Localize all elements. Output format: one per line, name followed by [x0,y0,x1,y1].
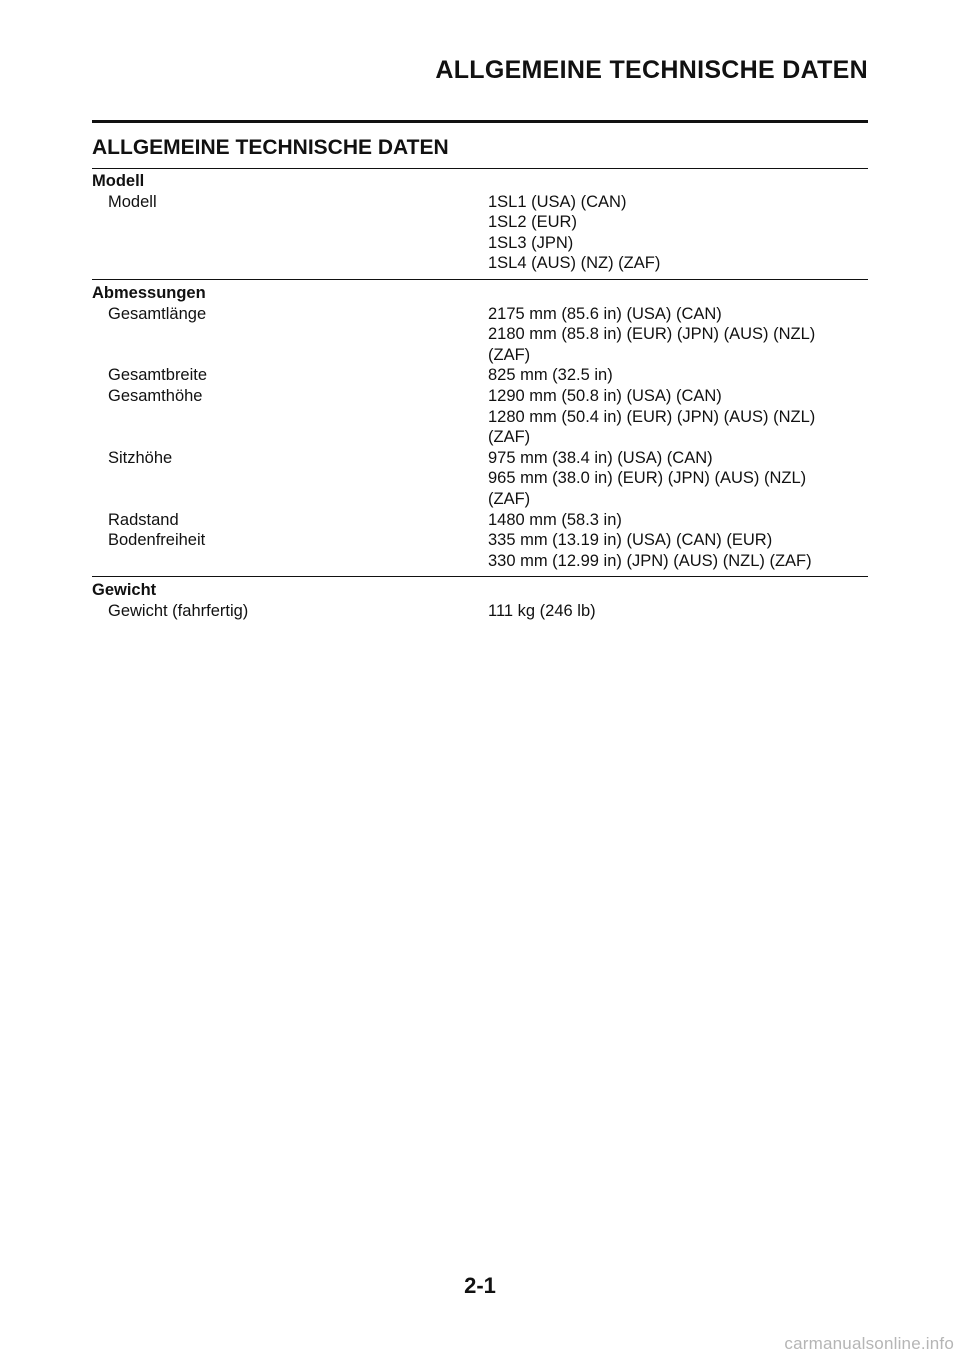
spec-label: Gesamtbreite [108,366,208,385]
section-title: ALLGEMEINE TECHNISCHE DATEN [92,136,449,159]
spec-group [92,171,868,274]
spec-value-line: (ZAF) [488,345,531,364]
spec-value-line: 1480 mm (58.3 in) [488,510,622,529]
spec-value-line: 2175 mm (85.6 in) (USA) (CAN) [488,304,722,323]
spec-label: Modell [108,192,157,211]
spec-value-line: 111 kg (246 lb) [488,601,596,620]
spec-label: Bodenfreiheit [108,531,206,550]
page-header-title: ALLGEMEINE TECHNISCHE DATEN [435,56,868,84]
spec-row [92,304,868,366]
spec-value-line: 330 mm (12.99 in) (JPN) (AUS) (NZL) (ZAF) [488,551,812,570]
spec-label: Radstand [108,510,179,529]
spec-label: Gesamtlänge [108,304,207,323]
spec-value-line: (ZAF) [488,489,531,508]
spec-value-line: 975 mm (38.4 in) (USA) (CAN) [488,448,713,467]
spec-row [92,510,868,531]
spec-row [92,192,868,274]
spec-label: Gesamthöhe [108,386,203,405]
spec-row [92,365,868,386]
spec-row [92,386,868,448]
page-number: 2-1 [464,1273,496,1298]
group-divider [92,279,868,280]
spec-value-line: 1280 mm (50.4 in) (EUR) (JPN) (AUS) (NZL) [488,407,816,426]
group-divider [92,576,868,577]
spec-label: Gewicht (fahrfertig) [108,601,249,620]
spec-values [488,192,868,274]
spec-label: Sitzhöhe [108,448,173,467]
spec-group [92,283,868,571]
spec-value-line: 1SL1 (USA) (CAN) [488,192,627,211]
spec-group-title: Abmessungen [92,283,206,302]
header-rule [92,120,868,123]
spec-group [92,580,868,621]
spec-value-line: 2180 mm (85.8 in) (EUR) (JPN) (AUS) (NZL) [488,325,816,344]
spec-value-line: 825 mm (32.5 in) [488,366,613,385]
watermark: carmanualsonline.info [784,1334,954,1353]
spec-row [92,530,868,571]
spec-value-line: 1SL2 (EUR) [488,213,577,232]
spec-values [488,365,868,386]
spec-values [488,530,868,571]
spec-value-line: 965 mm (38.0 in) (EUR) (JPN) (AUS) (NZL) [488,469,807,488]
section-title-rule [92,168,868,169]
spec-value-line: 335 mm (13.19 in) (USA) (CAN) (EUR) [488,531,773,550]
spec-row [92,448,868,510]
spec-group-title: Gewicht [92,581,157,600]
spec-value-line: (ZAF) [488,428,531,447]
spec-values [488,510,868,531]
spec-value-line: 1290 mm (50.8 in) (USA) (CAN) [488,386,722,405]
spec-row [92,601,868,622]
spec-values [488,601,868,622]
spec-value-line: 1SL4 (AUS) (NZ) (ZAF) [488,254,661,273]
spec-group-title: Modell [92,172,145,190]
spec-values [488,304,868,366]
spec-table [92,171,868,621]
spec-value-line: 1SL3 (JPN) [488,233,574,252]
spec-values [488,386,868,448]
spec-values [488,448,868,510]
